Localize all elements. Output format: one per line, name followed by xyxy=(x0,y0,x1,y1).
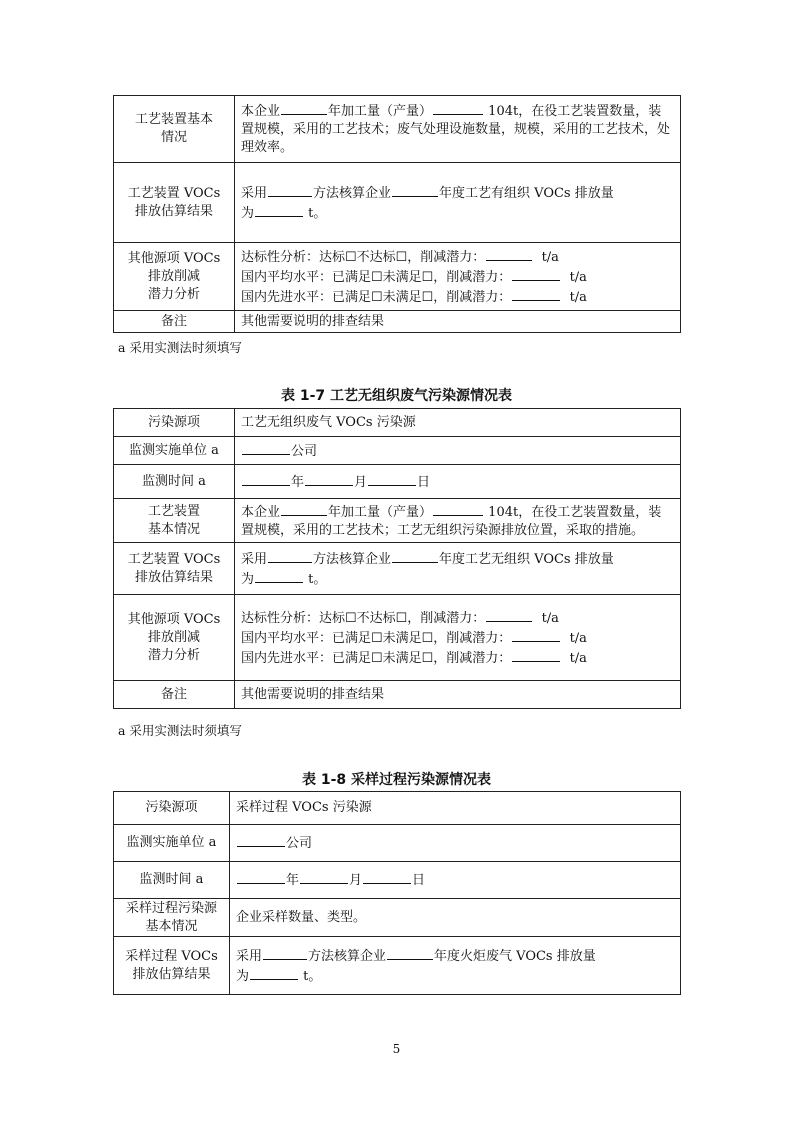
blank-field[interactable] xyxy=(363,870,411,884)
row-value: 公司 xyxy=(235,437,681,465)
row-value: 本企业 年加工量（产量） 104t，在役工艺装置数量，装置规模，采用的工艺技术；废气处理设施数量，规模，采用的工艺技术，处理效率。 xyxy=(235,96,681,163)
row-label: 工艺装置 VOCs 排放估算结果 xyxy=(114,543,235,595)
blank-field[interactable] xyxy=(281,502,327,516)
blank-field[interactable] xyxy=(281,101,327,115)
row-label: 监测时间 a xyxy=(114,862,230,899)
table-row xyxy=(114,465,681,499)
table-note: a 采用实测法时须填写 xyxy=(118,340,242,355)
blank-field[interactable] xyxy=(433,101,483,115)
row-label: 采样过程污染源 基本情况 xyxy=(114,899,230,937)
blank-field[interactable] xyxy=(255,569,303,583)
row-value: 本企业 年加工量（产量） 104t，在役工艺装置数量，装置规模，采用的工艺技术；工艺无组织污染源排放位置，采取的措施。 xyxy=(235,499,681,543)
row-label: 其他源项 VOCs 排放削减 潜力分析 xyxy=(114,243,235,311)
row-label: 备注 xyxy=(114,311,235,333)
row-label: 备注 xyxy=(114,681,235,709)
row-label: 工艺装置 基本情况 xyxy=(114,499,235,543)
blank-field[interactable] xyxy=(268,183,312,197)
blank-field[interactable] xyxy=(433,502,483,516)
row-value: 工艺无组织废气 VOCs 污染源 xyxy=(235,409,681,437)
table-caption: 表 1-7 工艺无组织废气污染源情况表 xyxy=(280,388,513,404)
blank-field[interactable] xyxy=(512,287,560,301)
blank-field[interactable] xyxy=(486,608,532,622)
table-row xyxy=(114,792,681,825)
row-label: 监测实施单位 a xyxy=(114,825,230,862)
blank-field[interactable] xyxy=(250,966,298,980)
table-row xyxy=(114,899,681,937)
row-label: 污染源项 xyxy=(114,409,235,437)
page-number: 5 xyxy=(392,1042,401,1056)
row-value: 达标性分析：达标☐不达标☐，削减潜力： t/a 国内平均水平：已满足☐未满足☐，削减潜力： t/a 国内先进水平：已满足☐未满足☐，削减潜力： t/a xyxy=(235,595,681,681)
blank-field[interactable] xyxy=(268,549,312,563)
row-label: 工艺装置基本 情况 xyxy=(114,96,235,163)
row-value: 采样过程 VOCs 污染源 xyxy=(230,792,681,825)
blank-field[interactable] xyxy=(242,472,290,486)
row-value: 企业采样数量、类型。 xyxy=(230,899,681,937)
table-row xyxy=(114,681,681,709)
row-label: 污染源项 xyxy=(114,792,230,825)
table-note: a 采用实测法时须填写 xyxy=(118,723,242,738)
blank-field[interactable] xyxy=(242,441,290,455)
blank-field[interactable] xyxy=(300,870,348,884)
table-row xyxy=(114,862,681,899)
row-value: 采用 方法核算企业 年度工艺无组织 VOCs 排放量 为 t。 xyxy=(235,543,681,595)
table-row xyxy=(114,311,681,333)
table-row xyxy=(114,409,681,437)
table-caption: 表 1-8 采样过程污染源情况表 xyxy=(301,772,492,788)
blank-field[interactable] xyxy=(263,946,307,960)
row-value: 年 月 日 xyxy=(230,862,681,899)
row-label: 监测时间 a xyxy=(114,465,235,499)
table-row xyxy=(114,543,681,595)
row-value: 达标性分析：达标☐不达标☐，削减潜力： t/a 国内平均水平：已满足☐未满足☐，削减潜力： t/a 国内先进水平：已满足☐未满足☐，削减潜力： t/a xyxy=(235,243,681,311)
table-row xyxy=(114,499,681,543)
table-row xyxy=(114,96,681,163)
row-value: 采用 方法核算企业 年度火炬废气 VOCs 排放量 为 t。 xyxy=(230,937,681,995)
blank-field[interactable] xyxy=(305,472,353,486)
row-label: 其他源项 VOCs 排放削减 潜力分析 xyxy=(114,595,235,681)
row-value: 其他需要说明的排查结果 xyxy=(235,311,681,333)
blank-field[interactable] xyxy=(392,183,438,197)
blank-field[interactable] xyxy=(368,472,416,486)
table-row xyxy=(114,825,681,862)
sampling-source-table xyxy=(113,791,681,995)
row-label: 采样过程 VOCs 排放估算结果 xyxy=(114,937,230,995)
blank-field[interactable] xyxy=(237,833,285,847)
blank-field[interactable] xyxy=(512,628,560,642)
table-row xyxy=(114,437,681,465)
blank-field[interactable] xyxy=(237,870,285,884)
row-value: 其他需要说明的排查结果 xyxy=(235,681,681,709)
row-value: 采用 方法核算企业 年度工艺有组织 VOCs 排放量 为 t。 xyxy=(235,163,681,243)
blank-field[interactable] xyxy=(387,946,433,960)
blank-field[interactable] xyxy=(392,549,438,563)
blank-field[interactable] xyxy=(512,267,560,281)
blank-field[interactable] xyxy=(255,203,303,217)
row-value: 公司 xyxy=(230,825,681,862)
voc-fugitive-table xyxy=(113,408,681,709)
row-label: 工艺装置 VOCs 排放估算结果 xyxy=(114,163,235,243)
voc-organized-table xyxy=(113,95,681,333)
table-row xyxy=(114,937,681,995)
row-label: 监测实施单位 a xyxy=(114,437,235,465)
row-value: 年 月 日 xyxy=(235,465,681,499)
blank-field[interactable] xyxy=(486,247,532,261)
table-row xyxy=(114,595,681,681)
blank-field[interactable] xyxy=(512,648,560,662)
table-row xyxy=(114,163,681,243)
table-row xyxy=(114,243,681,311)
